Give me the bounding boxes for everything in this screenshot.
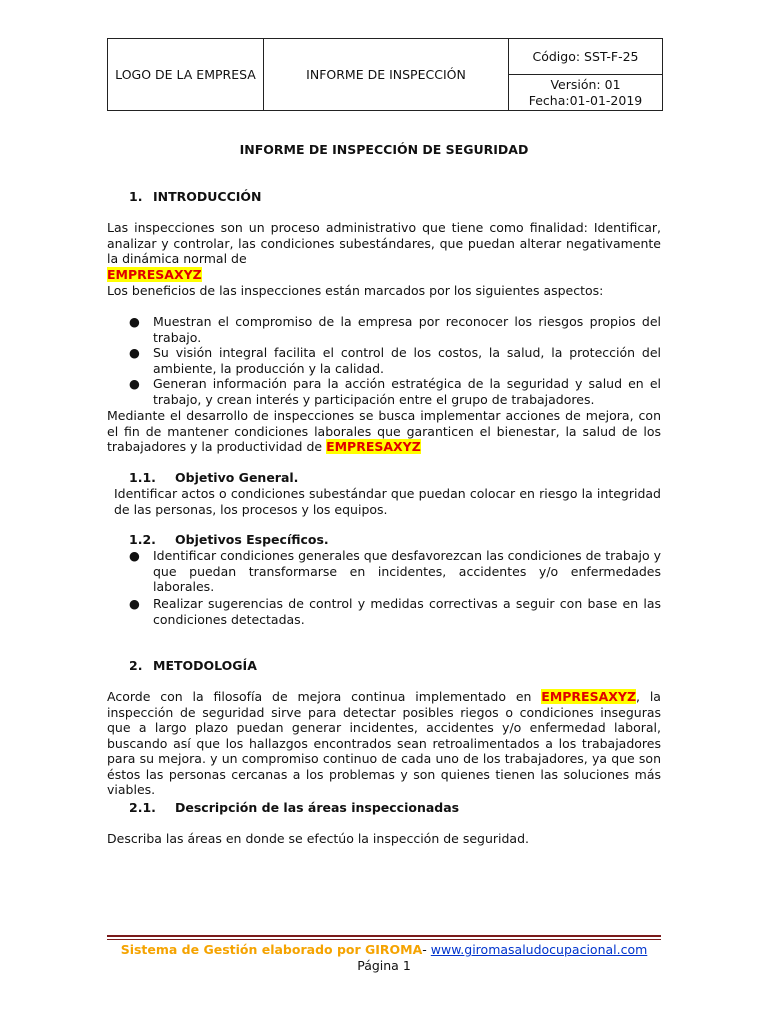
intro-text: Las inspecciones son un proceso administrativo que tiene como finalidad: Identificar, analizar y controlar, las condiciones subestándares, que puedan alterar negativamente la dinámica normal de [107,220,661,266]
list-item-text: Generan información para la acción estratégica de la seguridad y salud en el trabajo, y crean interés y participación entre el grupo de trabajadores. [153,376,661,407]
list-item-text: Identificar condiciones generales que desfavorezcan las condiciones de trabajo y que puedan transformarse en incidentes, accidentes y/o enfermedades laborales. [153,548,662,594]
areas-description: Describa las áreas en donde se efectúo la inspección de seguridad. [107,831,529,846]
bullet-icon: ● [129,596,140,611]
benefits-intro: Los beneficios de las inspecciones están marcados por los siguientes aspectos: [107,283,604,298]
specific-objectives-container-2 [107,596,661,627]
specific-objectives-container [107,548,661,595]
document-code: Código: SST-F-25 [509,39,663,75]
document-title: INFORME DE INSPECCIÓN DE SEGURIDAD [239,142,529,157]
bullet-icon: ● [129,376,140,391]
list-item [107,548,661,595]
subsection-heading-specific-objectives [107,532,661,548]
improvement-text: Mediante el desarrollo de inspecciones se busca implementar acciones de mejora, con el fin de mantener condiciones laborales que garanticen el bienestar, la salud de los trabajadores y la productividad de [107,408,661,454]
footer-website-link[interactable]: www.giromasaludocupacional.com [430,942,648,957]
subsection-title: Descripción de las áreas inspeccionadas [175,800,460,815]
footer-rule-thin [107,939,661,940]
subsection-number: 1.2. [129,532,156,547]
section-number: 2. [129,658,143,673]
bullet-icon: ● [129,345,140,360]
subsection-number: 1.1. [129,470,156,485]
intro-paragraph [107,220,661,282]
document-date: Fecha:01-01-2019 [528,92,643,108]
section-heading-introduction [107,189,661,205]
document-version: Versión: 01 [550,76,621,92]
report-type: INFORME DE INSPECCIÓN [264,39,509,111]
list-item [107,345,661,376]
footer-rule [107,935,661,937]
general-objective-text: Identificar actos o condiciones subestándar que puedan colocar en riesgo la integridad de las personas, los procesos y los equipos. [114,486,661,517]
subsection-title: Objetivos Específicos. [175,532,329,547]
methodology-paragraph [107,689,661,798]
subsection-heading-general-objective [107,470,661,486]
subsection-heading-areas [107,800,661,816]
company-logo-placeholder: LOGO DE LA EMPRESA [108,39,264,111]
subsection-title: Objetivo General. [175,470,299,485]
section-heading-methodology [107,658,661,674]
company-highlight: EMPRESAXYZ [107,266,202,282]
footer [0,942,768,957]
list-item-text: Muestran el compromiso de la empresa por reconocer los riesgos propios del trabajo. [153,314,661,345]
company-highlight: EMPRESAXYZ [541,689,637,704]
page-number: Página 1 [357,958,411,973]
list-item [107,596,661,627]
footer-system-label: Sistema de Gestión elaborado por GIROMA [120,942,423,957]
company-highlight: EMPRESAXYZ [326,439,421,454]
bullet-icon: ● [129,314,140,329]
section-title: METODOLOGÍA [153,658,257,673]
subsection-number: 2.1. [129,800,156,815]
section-title: INTRODUCCIÓN [153,189,262,204]
improvement-paragraph [107,408,661,455]
benefits-list [107,314,661,407]
header-table [107,38,663,111]
methodology-text-end: , la inspección de seguridad sirve para detectar posibles riegos o condiciones inseguras que a largo plazo puedan generar incidentes, accidentes y/o enfermedad laboral, buscando así que los hallazgos encontrados sean retroalimentados a los trabajadores para su mejora. y un compromiso continuo de cada uno de los trabajadores, ya que son éstos las personas cercanas a los problemas y son quienes tienen las soluciones más viables. [107,689,661,797]
benefits-list-container [107,314,661,407]
list-item [107,376,661,407]
specific-objectives-list [107,596,661,627]
list-item-text: Realizar sugerencias de control y medidas correctivas a seguir con base en las condiciones detectadas. [153,596,661,627]
methodology-text-start: Acorde con la filosofía de mejora continua implementado en [107,689,532,704]
list-item-text: Su visión integral facilita el control de los costos, la salud, la protección del ambiente, la producción y la calidad. [153,345,661,376]
specific-objectives-list [107,548,661,595]
section-number: 1. [129,189,143,204]
bullet-icon: ● [129,548,140,563]
version-date-cell [509,75,663,111]
footer-separator: - [422,942,427,957]
list-item [107,314,661,345]
